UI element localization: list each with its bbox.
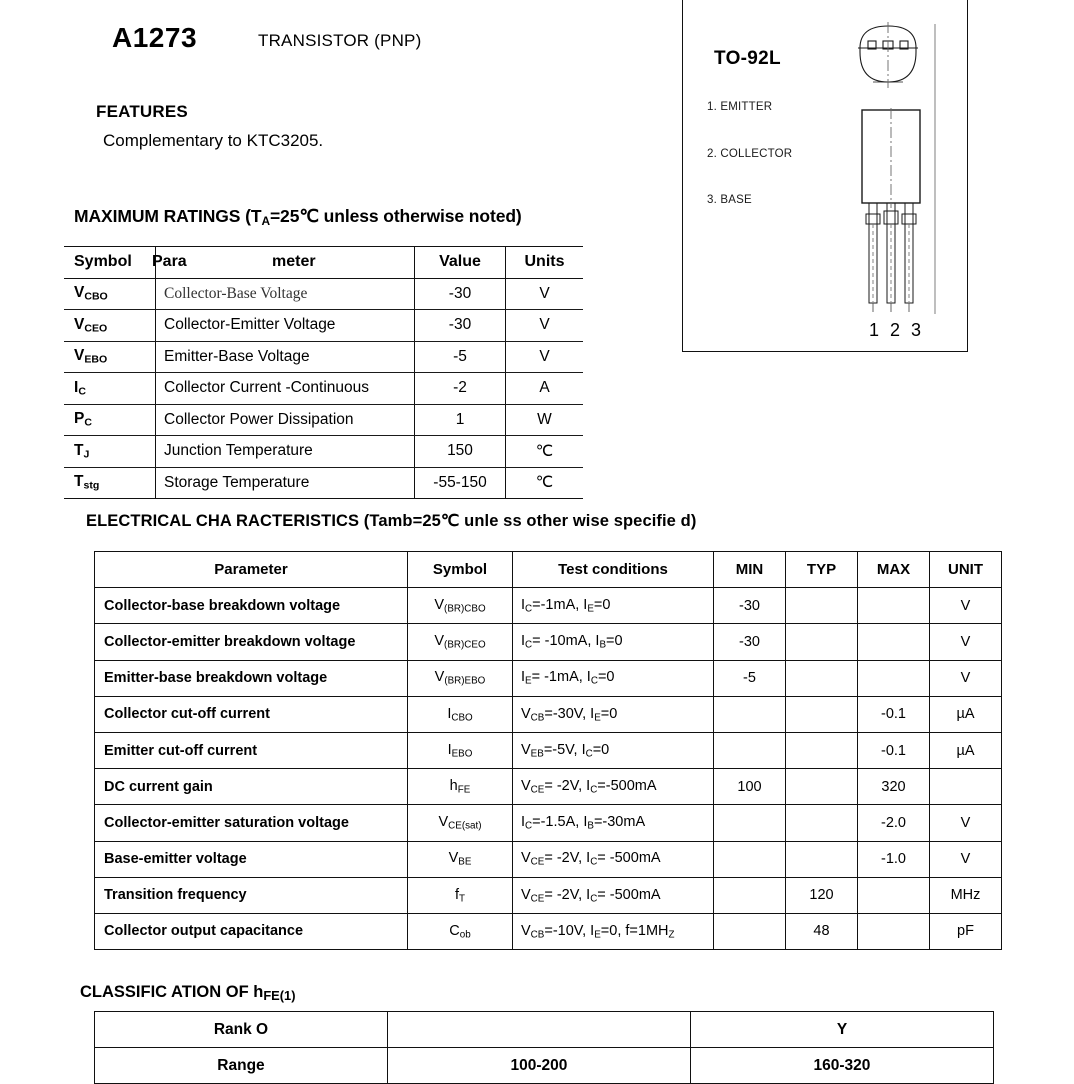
column-header-max: MAX: [858, 552, 930, 588]
cell-min: [714, 877, 786, 913]
package-pin-label-2: 2. COLLECTOR: [707, 148, 793, 160]
cell-unit: MHz: [930, 877, 1002, 913]
cell-symbol: $I_C$: [64, 373, 156, 405]
column-header-parameter: [152, 247, 415, 279]
cell-max: [858, 877, 930, 913]
table-row: [64, 467, 583, 499]
cell-symbol: $V_{CE(sat)}$: [408, 805, 513, 841]
cell-units: V: [506, 341, 584, 373]
cell-parameter: Transition frequency: [95, 877, 408, 913]
cell-typ: [786, 841, 858, 877]
cell-units: ℃: [506, 436, 584, 468]
column-header-symbol: Symbol: [408, 552, 513, 588]
page-title: A1273: [112, 22, 198, 53]
cell-conditions: $I_C=-1mA$, $I_E=0$: [513, 588, 714, 624]
table-row: [95, 913, 1002, 949]
cell-max: 320: [858, 769, 930, 805]
cell-conditions: $V_{CB}=-10V$, $I_E=0$, $f=1MH_Z$: [513, 913, 714, 949]
cell-conditions: $V_{CE}= -2V$, $I_C= -500mA$: [513, 841, 714, 877]
cell-unit: V: [930, 624, 1002, 660]
cell-unit: µA: [930, 732, 1002, 768]
electrical-characteristics-heading: ELECTRICAL CHA RACTERISTICS (Tamb=25℃ unle ss other wise specifie d): [86, 512, 697, 530]
cell-min: -5: [714, 660, 786, 696]
cell-unit: pF: [930, 913, 1002, 949]
cell-max: -0.1: [858, 732, 930, 768]
cell-units: ℃: [506, 467, 584, 499]
cell-symbol: $V_{EBO}$: [64, 341, 156, 373]
table-row: [64, 373, 583, 405]
cell-parameter: Collector Current -Continuous: [156, 373, 415, 405]
cell-typ: [786, 696, 858, 732]
cell-range-label: Range: [95, 1048, 388, 1084]
cell-conditions: $I_C= -10mA$, $I_B=0$: [513, 624, 714, 660]
table-row: [95, 1048, 994, 1084]
cell-conditions: $V_{CB}=-30V$, $I_E=0$: [513, 696, 714, 732]
column-header-parameter-right: meter: [272, 253, 316, 271]
cell-units: V: [506, 278, 584, 310]
cell-min: [714, 913, 786, 949]
classification-heading: [80, 983, 295, 1003]
cell-min: [714, 696, 786, 732]
max-ratings-heading-pre: MAXIMUM RATINGS (T: [74, 206, 262, 226]
cell-parameter: Emitter-base breakdown voltage: [95, 660, 408, 696]
column-header-typ: TYP: [786, 552, 858, 588]
cell-typ: 120: [786, 877, 858, 913]
cell-rank-col1: [387, 1012, 690, 1048]
table-row: [95, 805, 1002, 841]
cell-symbol: $I_{CBO}$: [408, 696, 513, 732]
cell-parameter: Collector-Base Voltage: [156, 278, 415, 310]
cell-max: -2.0: [858, 805, 930, 841]
cell-parameter: Base-emitter voltage: [95, 841, 408, 877]
table-row: [64, 436, 583, 468]
cell-symbol: $h_{FE}$: [408, 769, 513, 805]
cell-typ: [786, 624, 858, 660]
table-header-row: [95, 552, 1002, 588]
cell-min: -30: [714, 624, 786, 660]
cell-parameter: Collector-base breakdown voltage: [95, 588, 408, 624]
cell-range-col1: 100-200: [387, 1048, 690, 1084]
table-row: [95, 877, 1002, 913]
cell-symbol: $V_{CBO}$: [64, 278, 156, 310]
cell-symbol: $T_{stg}$: [64, 467, 156, 499]
cell-parameter: Collector-emitter breakdown voltage: [95, 624, 408, 660]
cell-parameter: Collector output capacitance: [95, 913, 408, 949]
cell-value: -30: [415, 278, 506, 310]
table-row: [95, 588, 1002, 624]
cell-max: [858, 624, 930, 660]
cell-unit: V: [930, 660, 1002, 696]
cell-parameter: Emitter cut-off current: [95, 732, 408, 768]
table-row: [95, 696, 1002, 732]
table-row: [64, 404, 583, 436]
table-row: [95, 660, 1002, 696]
cell-unit: V: [930, 841, 1002, 877]
cell-value: -55-150: [415, 467, 506, 499]
features-heading: FEATURES: [96, 102, 188, 121]
column-header-value: Value: [415, 247, 506, 279]
cell-unit: [930, 769, 1002, 805]
cell-parameter: Collector cut-off current: [95, 696, 408, 732]
cell-value: -2: [415, 373, 506, 405]
cell-conditions: $I_E= -1mA$, $I_C=0$: [513, 660, 714, 696]
part-subtitle: TRANSISTOR (PNP): [258, 31, 422, 50]
cell-max: [858, 913, 930, 949]
package-pin-label-1: 1. EMITTER: [707, 101, 773, 113]
cell-value: -5: [415, 341, 506, 373]
cell-rank-col2: Y: [690, 1012, 993, 1048]
max-ratings-heading-sub: A: [261, 213, 270, 228]
cell-min: [714, 841, 786, 877]
cell-symbol: $V_{CEO}$: [64, 310, 156, 342]
classification-heading-sub: FE(1): [263, 988, 296, 1004]
cell-symbol: $f_T$: [408, 877, 513, 913]
column-header-unit: UNIT: [930, 552, 1002, 588]
max-ratings-heading: [74, 206, 522, 228]
cell-units: W: [506, 404, 584, 436]
cell-parameter: Collector-Emitter Voltage: [156, 310, 415, 342]
cell-typ: [786, 769, 858, 805]
cell-typ: [786, 660, 858, 696]
cell-conditions: $V_{CE}= -2V$, $I_C= -500mA$: [513, 877, 714, 913]
table-row: [95, 769, 1002, 805]
cell-parameter: Storage Temperature: [156, 467, 415, 499]
cell-unit: V: [930, 588, 1002, 624]
cell-conditions: $V_{EB}=-5V$, $I_C=0$: [513, 732, 714, 768]
cell-range-col2: 160-320: [690, 1048, 993, 1084]
column-header-symbol: Symbol: [64, 247, 156, 279]
cell-symbol: $V_{(BR)CBO}$: [408, 588, 513, 624]
classification-heading-pre: CLASSIFIC ATION OF h: [80, 983, 264, 1001]
cell-parameter: DC current gain: [95, 769, 408, 805]
cell-parameter: Junction Temperature: [156, 436, 415, 468]
table-row: [64, 341, 583, 373]
max-ratings-heading-post: =25℃ unless otherwise noted): [269, 206, 522, 226]
max-ratings-table: [64, 246, 565, 499]
cell-min: [714, 805, 786, 841]
table-row: [64, 310, 583, 342]
cell-max: -0.1: [858, 696, 930, 732]
cell-units: A: [506, 373, 584, 405]
cell-symbol: $V_{(BR)CEO}$: [408, 624, 513, 660]
cell-max: [858, 660, 930, 696]
cell-unit: V: [930, 805, 1002, 841]
cell-value: 150: [415, 436, 506, 468]
column-header-units: Units: [506, 247, 584, 279]
cell-value: 1: [415, 404, 506, 436]
cell-symbol: $V_{(BR)EBO}$: [408, 660, 513, 696]
cell-max: [858, 588, 930, 624]
cell-unit: µA: [930, 696, 1002, 732]
package-outline-drawing: [840, 18, 950, 323]
cell-symbol: $P_C$: [64, 404, 156, 436]
package-pin-label-3: 3. BASE: [707, 194, 752, 206]
cell-max: -1.0: [858, 841, 930, 877]
table-header-row: [64, 247, 583, 279]
cell-typ: [786, 805, 858, 841]
features-text: Complementary to KTC3205.: [103, 131, 324, 150]
column-header-min: MIN: [714, 552, 786, 588]
table-row: [95, 732, 1002, 768]
package-title: TO-92L: [714, 48, 781, 69]
cell-symbol: $V_{BE}$: [408, 841, 513, 877]
table-row: [95, 841, 1002, 877]
column-header-parameter-left: Para: [152, 253, 187, 271]
cell-value: -30: [415, 310, 506, 342]
cell-typ: 48: [786, 913, 858, 949]
cell-parameter: Collector Power Dissipation: [156, 404, 415, 436]
column-header-parameter: Parameter: [95, 552, 408, 588]
cell-parameter: Collector-emitter saturation voltage: [95, 805, 408, 841]
cell-units: V: [506, 310, 584, 342]
cell-conditions: $V_{CE}= -2V$, $I_C=-500mA$: [513, 769, 714, 805]
cell-rank-label: Rank O: [95, 1012, 388, 1048]
cell-typ: [786, 588, 858, 624]
classification-table: [94, 1011, 994, 1084]
column-header-conditions: Test conditions: [513, 552, 714, 588]
table-row: [64, 278, 583, 310]
electrical-characteristics-table: [94, 551, 994, 950]
cell-min: -30: [714, 588, 786, 624]
cell-conditions: $I_C=-1.5A$, $I_B=-30mA$: [513, 805, 714, 841]
table-row: [95, 624, 1002, 660]
cell-symbol: $I_{EBO}$: [408, 732, 513, 768]
package-pin-numbers: 1 2 3: [869, 320, 925, 340]
cell-symbol: $C_{ob}$: [408, 913, 513, 949]
cell-min: [714, 732, 786, 768]
cell-parameter: Emitter-Base Voltage: [156, 341, 415, 373]
cell-symbol: $T_J$: [64, 436, 156, 468]
cell-typ: [786, 732, 858, 768]
table-row: [95, 1012, 994, 1048]
cell-min: 100: [714, 769, 786, 805]
